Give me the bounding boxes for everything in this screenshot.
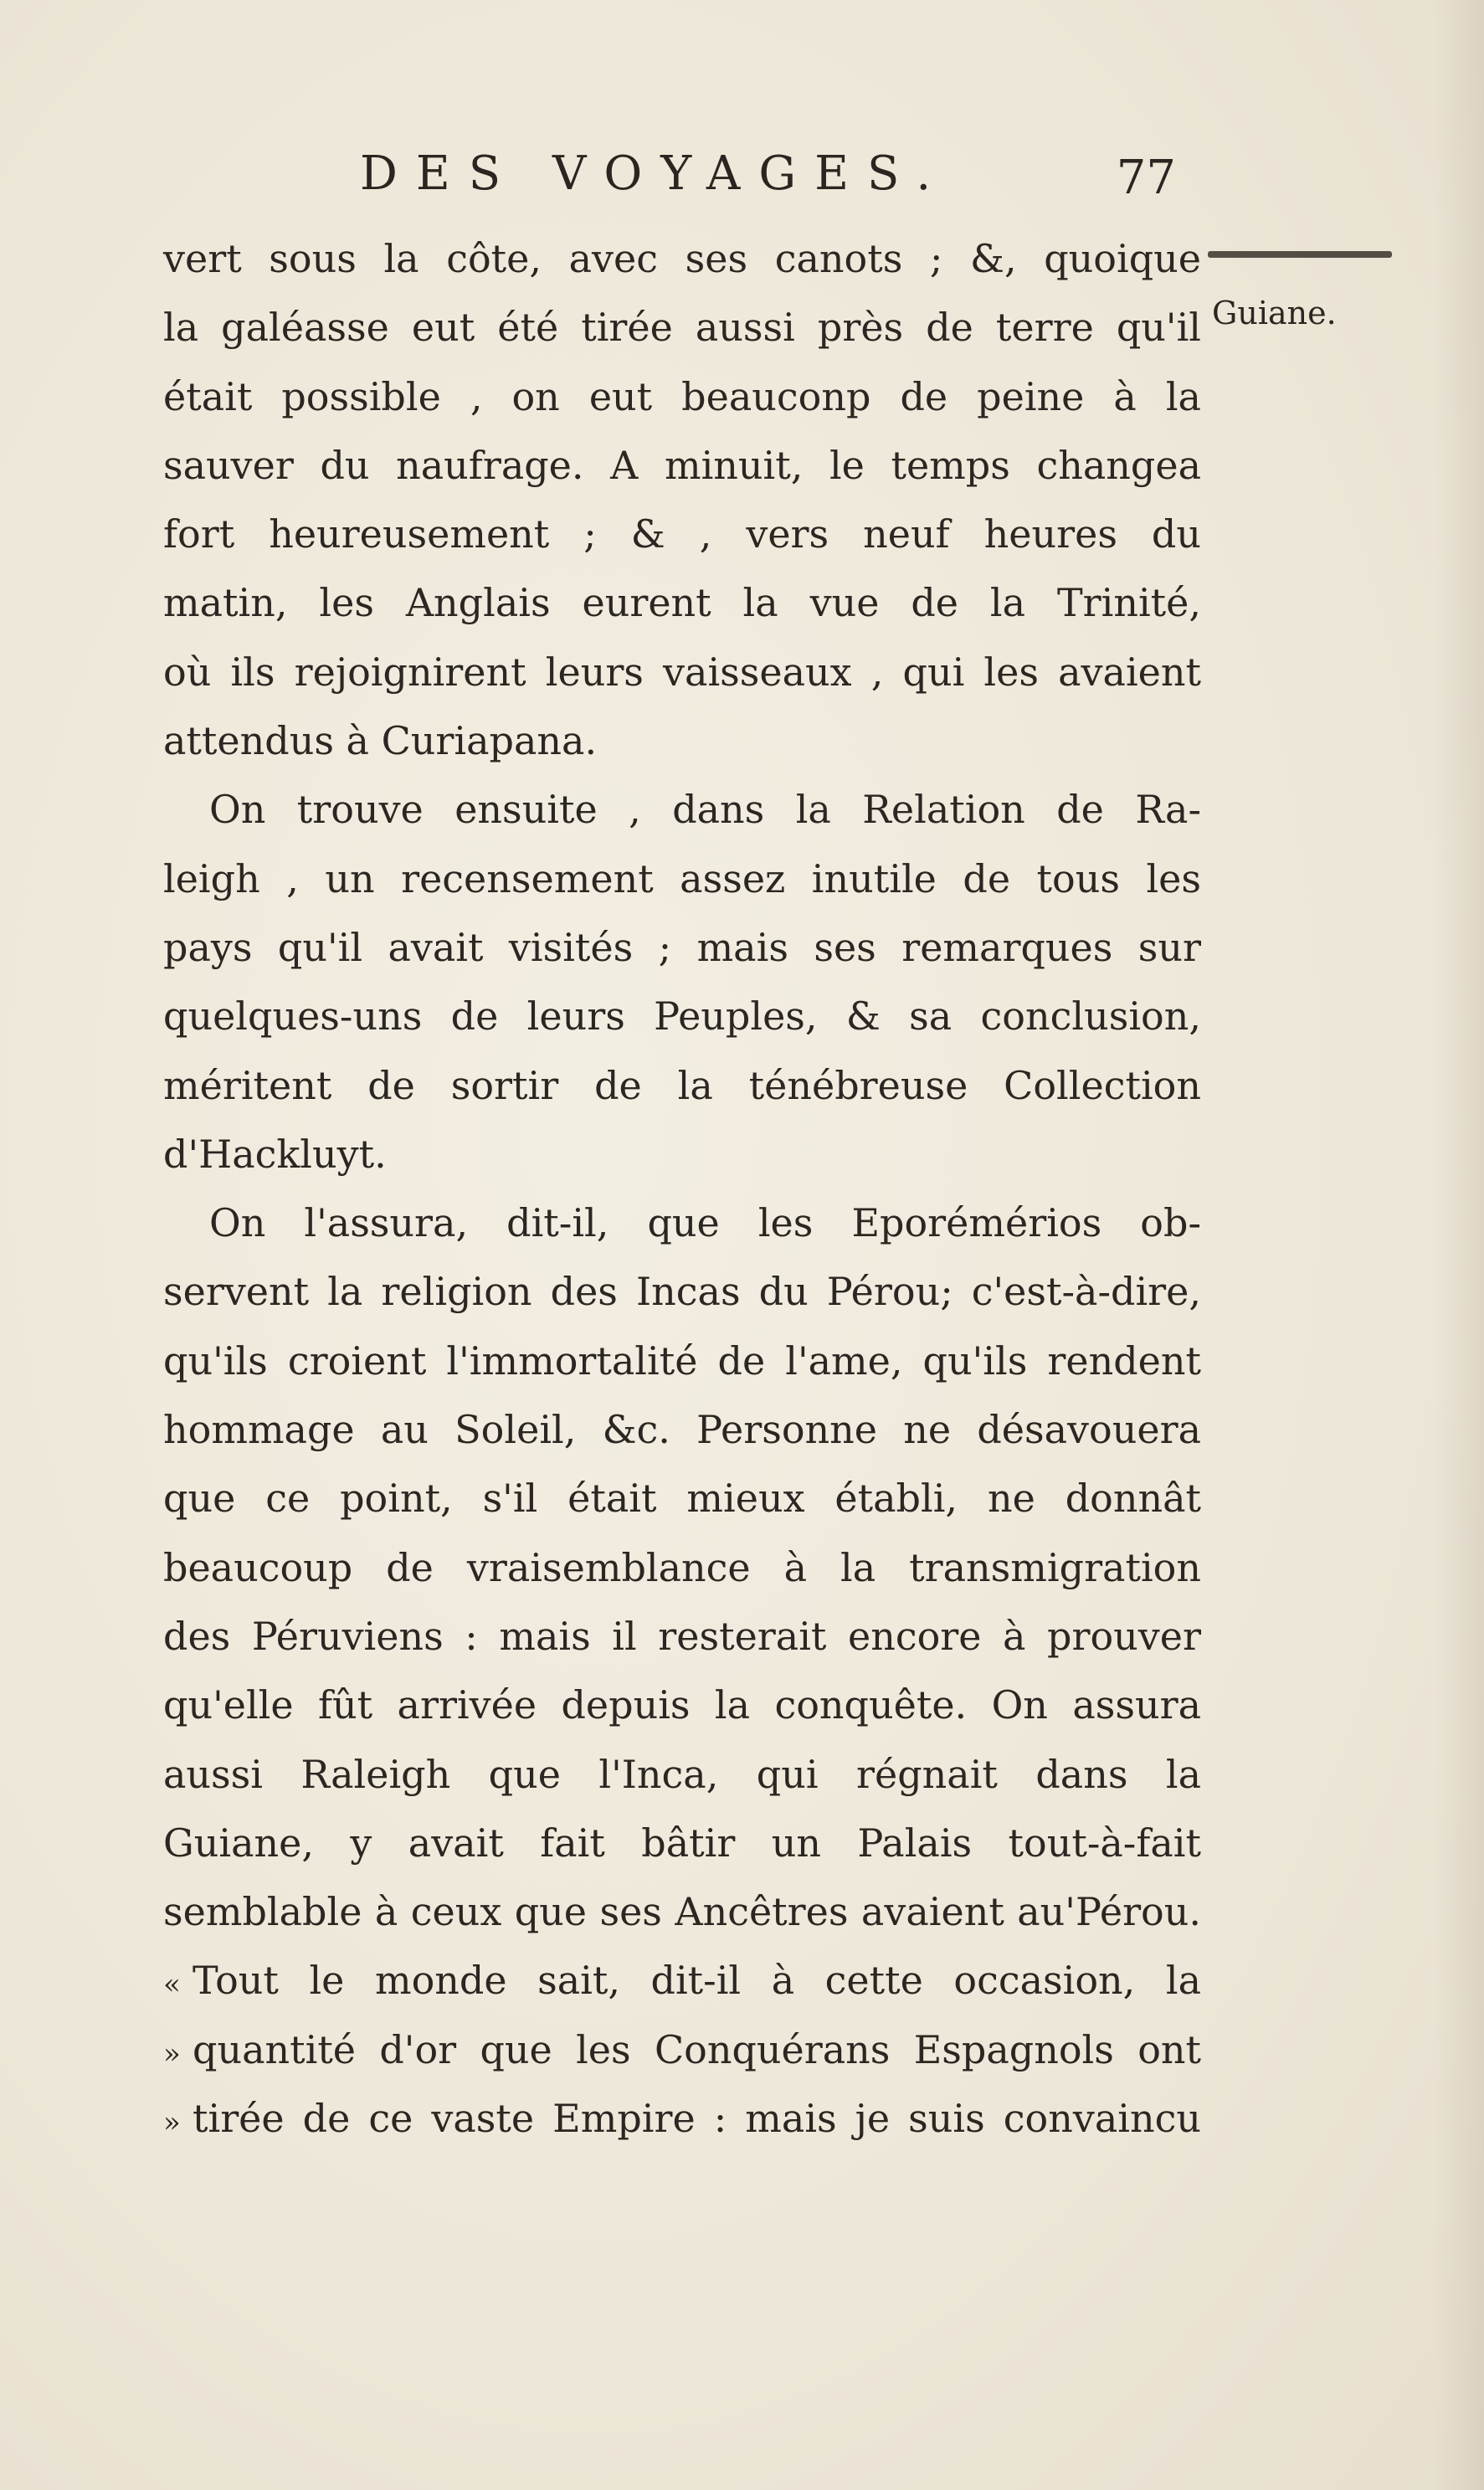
margin-rule: [1208, 251, 1392, 258]
text-line: vert sous la côte, avec ses canots ; &, quoique: [163, 236, 1201, 281]
text-line: fort heureusement ; & , vers neuf heures du: [163, 511, 1201, 557]
text-line: était possible , on eut beauconp de peine à la: [163, 373, 1201, 419]
text-line: beaucoup de vraisemblance à la transmigration: [163, 1544, 1201, 1590]
text-line: d'Hackluyt.: [163, 1131, 387, 1177]
page-number: 77: [1116, 151, 1176, 205]
page-header: [163, 142, 1176, 218]
text-line: matin, les Anglais eurent la vue de la Trinité,: [163, 580, 1201, 626]
quote-mark: »: [163, 2106, 181, 2140]
text-line: Tout le monde sait, dit-il à cette occasion, la: [193, 1958, 1201, 2004]
text-line: sauver du naufrage. A minuit, le temps changea: [163, 442, 1201, 488]
text-line: des Péruviens : mais il resterait encore à prouver: [163, 1613, 1201, 1659]
text-line: quantité d'or que les Conquérans Espagnols ont: [193, 2026, 1201, 2072]
quoted-line: [163, 2015, 1201, 2084]
text-line: méritent de sortir de la ténébreuse Collection: [163, 1062, 1201, 1108]
text-line: hommage au Soleil, &c. Personne ne désavouera: [163, 1407, 1201, 1453]
quoted-line: [163, 2084, 1201, 2153]
quote-mark: «: [163, 1968, 181, 2002]
text-line: où ils rejoignirent leurs vaisseaux , qui les avaient: [163, 649, 1201, 695]
text-line: que ce point, s'il était mieux établi, ne donnât: [163, 1476, 1201, 1522]
text-line: attendus à Curiapana.: [163, 718, 598, 764]
body-text: [163, 224, 1201, 2153]
page-edge-shadow: [1434, 0, 1484, 2490]
text-line: pays qu'il avait visités ; mais ses remarques sur: [163, 924, 1201, 970]
text-line: tirée de ce vaste Empire : mais je suis convaincu: [193, 2096, 1201, 2142]
text-line: On trouve ensuite , dans la Relation de Ra-: [209, 787, 1201, 833]
text-line: qu'ils croient l'immortalité de l'ame, qu'ils rendent: [163, 1337, 1201, 1384]
quoted-line: [163, 1946, 1201, 2015]
text-line: qu'elle fût arrivée depuis la conquête. On assura: [163, 1682, 1201, 1728]
text-line: servent la religion des Incas du Pérou; c'est-à-dire,: [163, 1269, 1201, 1315]
text-line: leigh , un recensement assez inutile de tous les: [163, 855, 1201, 901]
text-line: quelques-uns de leurs Peuples, & sa conclusion,: [163, 993, 1201, 1040]
margin-note: Guiane.: [1212, 295, 1337, 331]
text-line: On l'assura, dit-il, que les Eporémérios ob-: [209, 1200, 1201, 1246]
text-line: Guiane, y avait fait bâtir un Palais tout-à-fait: [163, 1820, 1201, 1866]
text-line: la galéasse eut été tirée aussi près de terre qu'il: [163, 305, 1201, 351]
text-line: aussi Raleigh que l'Inca, qui régnait dans la: [163, 1751, 1201, 1797]
text-line: semblable à ceux que ses Ancêtres avaient au'Pérou.: [163, 1889, 1201, 1935]
quote-mark: »: [163, 2036, 181, 2071]
running-title: DES VOYAGES.: [360, 146, 950, 201]
